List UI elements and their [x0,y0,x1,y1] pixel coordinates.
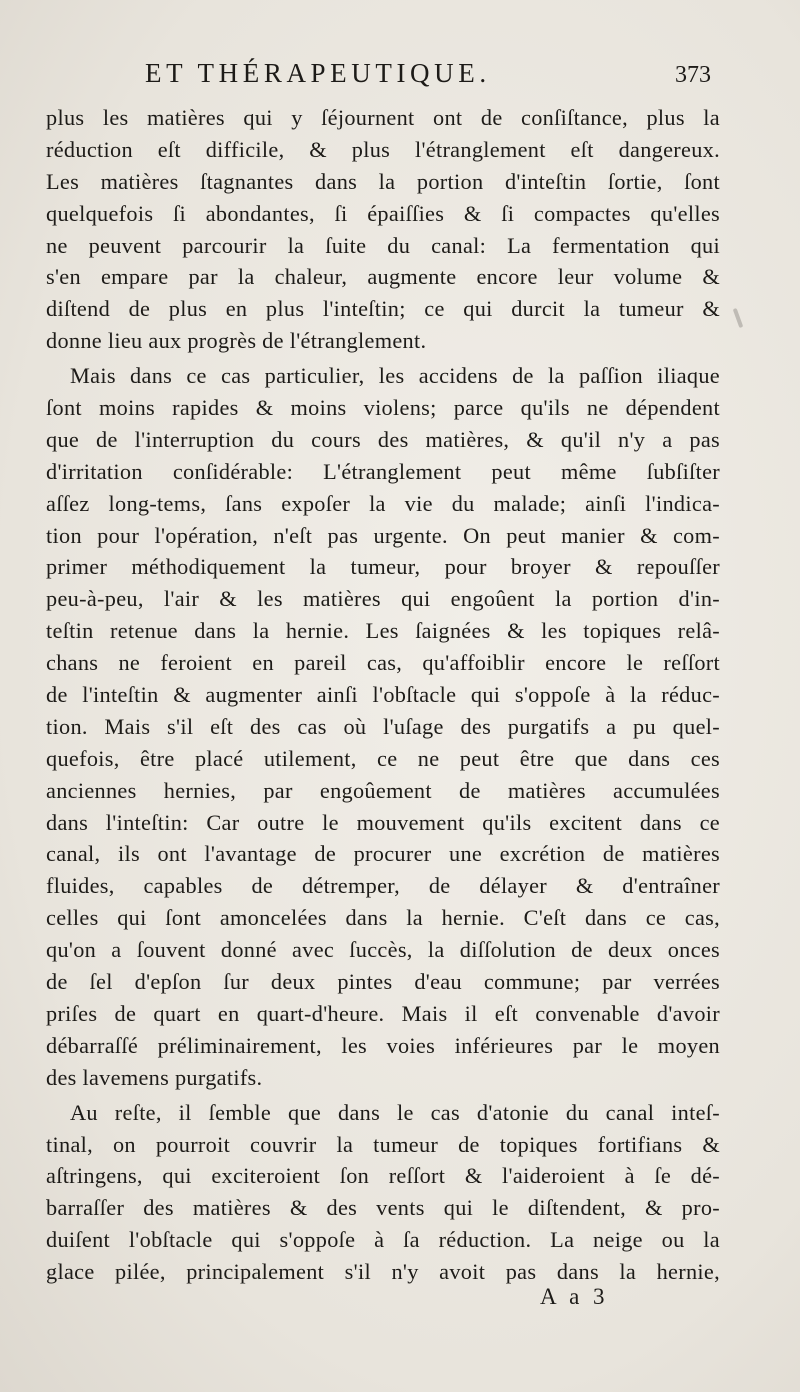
text-line: de ſel d'epſon ſur deux pintes d'eau commune; par verrées [46,969,720,995]
text-line: aſtringens, qui exciteroient ſon reſſort & l'aideroient à ſe dé- [46,1163,720,1189]
text-line: ſont moins rapides & moins violens; parce qu'ils ne dépendent [46,395,720,421]
text-line: Mais dans ce cas particulier, les accidens de la paſſion iliaque [70,363,720,389]
text-line: fluides, capables de détremper, de délayer & d'entraîner [46,873,720,899]
signature-mark: A a 3 [540,1284,609,1309]
text-line: barraſſer des matières & des vents qui le diſtendent, & pro- [46,1195,720,1221]
page-number: 373 [675,62,711,88]
text-line: tion. Mais s'il eſt des cas où l'uſage des purgatifs a pu quel- [46,713,720,739]
text-line: priſes de quart en quart-d'heure. Mais il eſt convenable d'avoir [46,1000,720,1026]
text-line: quefois, être placé utilement, ce ne peut être que dans ces [46,745,720,771]
text-line: réduction eſt difficile, & plus l'étranglement eſt dangereux. [46,136,720,162]
text-line: que de l'interruption du cours des matières, & qu'il n'y a pas [46,426,720,452]
text-line: dans l'inteſtin: Car outre le mouvement qu'ils excitent dans ce [46,809,720,835]
text-line: duiſent l'obſtacle qui s'oppoſe à ſa réduction. La neige ou la [46,1227,720,1253]
text-line: diſtend de plus en plus l'inteſtin; ce qui durcit la tumeur & [46,296,720,322]
text-line: chans ne feroient en pareil cas, qu'affoiblir encore le reſſort [46,650,720,676]
text-line: teſtin retenue dans la hernie. Les ſaignées & les topiques relâ- [46,618,720,644]
body-text [46,102,720,1288]
text-line: anciennes hernies, par engoûement de matières accumulées [46,777,720,803]
text-line: qu'on a ſouvent donné avec ſuccès, la diſſolution de deux onces [46,937,720,963]
text-line: glace pilée, principalement s'il n'y avoit pas dans la hernie, [46,1259,720,1285]
text-line: débarraſſé préliminairement, les voies inférieures par le moyen [46,1032,720,1058]
text-line: tion pour l'opération, n'eſt pas urgente. On peut manier & com- [46,522,720,548]
text-line: d'irritation conſidérable: L'étranglement peut même ſubſiſter [46,458,720,484]
text-line: Au reſte, il ſemble que dans le cas d'atonie du canal inteſ- [70,1099,720,1125]
text-line: primer méthodiquement la tumeur, pour broyer & repouſſer [46,554,720,580]
text-line: des lavemens purgatifs. [46,1064,263,1090]
paragraph [46,102,720,357]
paragraph [46,360,720,1093]
page-blemish [733,308,744,328]
text-line: aſſez long-tems, ſans expoſer la vie du malade; ainſi l'indica- [46,490,720,516]
text-line: de l'inteſtin & augmenter ainſi l'obſtacle qui s'oppoſe à la réduc- [46,682,720,708]
text-line: donne lieu aux progrès de l'étranglement. [46,328,427,354]
text-line: canal, ils ont l'avantage de procurer une excrétion de matières [46,841,720,867]
paragraph [46,1097,720,1288]
running-head: ET THÉRAPEUTIQUE. [145,58,491,88]
text-line: plus les matières qui y ſéjournent ont de conſiſtance, plus la [46,105,720,130]
text-line: celles qui ſont amoncelées dans la hernie. C'eſt dans ce cas, [46,905,720,931]
text-line: peu-à-peu, l'air & les matières qui engoûent la portion d'in- [46,586,720,612]
text-line: Les matières ſtagnantes dans la portion d'inteſtin ſortie, ſont [46,168,720,194]
text-line: ne peuvent parcourir la ſuite du canal: La fermentation qui [46,232,720,258]
text-line: tinal, on pourroit couvrir la tumeur de topiques fortifians & [46,1131,720,1157]
text-line: s'en empare par la chaleur, augmente encore leur volume & [46,264,720,290]
page-header [0,58,800,98]
text-line: quelquefois ſi abondantes, ſi épaiſſies & ſi compactes qu'elles [46,200,720,226]
